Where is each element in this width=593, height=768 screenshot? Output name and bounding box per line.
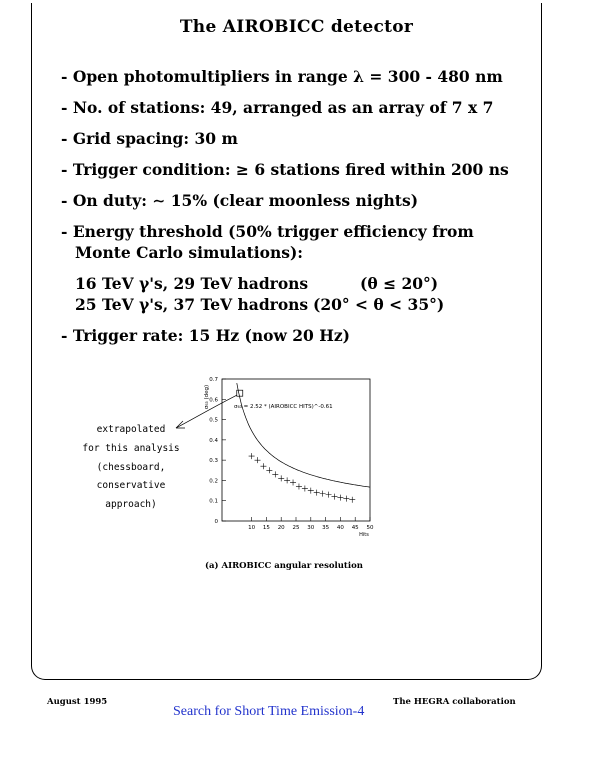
bullet-trigger-condition: - Trigger condition: ≥ 6 stations fired within 200 ns: [61, 160, 509, 179]
x-tick-label: 20: [277, 525, 285, 531]
data-point: [331, 494, 337, 500]
threshold-line-2-range: (20° < θ < 35°): [313, 295, 445, 314]
y-tick-label: 0.3: [209, 458, 218, 465]
plot-frame: [222, 379, 370, 521]
bullet-energy-threshold: - Energy threshold (50% trigger efficiency from: [61, 222, 474, 241]
y-axis-label: σ₆₃ (deg): [204, 384, 210, 410]
data-point: [302, 486, 308, 492]
bullet-photomultipliers: - Open photomultipliers in range λ = 300 - 480 nm: [61, 67, 503, 86]
y-tick-label: 0.5: [209, 417, 218, 424]
data-point: [349, 497, 355, 503]
x-tick-label: 45: [351, 525, 359, 531]
bullet-trigger-rate: - Trigger rate: 15 Hz (now 20 Hz): [61, 326, 350, 345]
data-point: [290, 479, 296, 485]
boxed-data-point: [237, 390, 243, 396]
y-tick-label: 0.7: [209, 377, 218, 383]
x-tick-label: 40: [336, 525, 344, 531]
y-tick-label: 0: [214, 519, 218, 525]
bullet-stations: - No. of stations: 49, arranged as an array of 7 x 7: [61, 98, 494, 117]
arrow-head: [176, 421, 185, 428]
data-point: [255, 457, 261, 463]
bullet-on-duty: - On duty: ∼ 15% (clear moonless nights): [61, 191, 419, 210]
x-axis-label: Hits: [359, 532, 369, 538]
annotation-line: for this analysis: [82, 443, 180, 454]
data-point: [296, 484, 302, 490]
annotation-line: conservative: [96, 480, 166, 491]
data-point: [284, 477, 290, 483]
data-point: [343, 496, 349, 502]
y-tick-label: 0.1: [209, 498, 218, 505]
x-tick-label: 10: [248, 525, 256, 531]
data-point: [326, 492, 332, 498]
x-tick-label: 15: [262, 525, 270, 531]
threshold-line-1-energy: 16 TeV γ's, 29 TeV hadrons: [75, 274, 309, 293]
data-point: [308, 488, 314, 494]
data-point: [272, 471, 278, 477]
y-tick-label: 0.2: [209, 478, 218, 485]
fit-curve: [237, 383, 370, 487]
x-tick-label: 30: [307, 525, 315, 531]
data-point: [314, 490, 320, 496]
chart-caption: (a) AIROBICC angular resolution: [205, 561, 363, 571]
threshold-line-2-energy: 25 TeV γ's, 37 TeV hadrons: [75, 295, 309, 314]
data-point: [337, 495, 343, 501]
data-point: [249, 453, 255, 459]
footer-collaboration: The HEGRA collaboration: [393, 697, 516, 707]
slide-title: The AIROBICC detector: [179, 17, 414, 37]
footer-link[interactable]: Search for Short Time Emission-4: [173, 704, 365, 719]
data-point: [320, 491, 326, 497]
footer-date: August 1995: [47, 697, 108, 707]
annotation-line: (chessboard,: [96, 462, 166, 473]
data-point: [260, 463, 266, 469]
fit-formula: σ₆₃ = 2.52 * (AIROBICC HITS)^-0.61: [234, 404, 333, 410]
x-tick-label: 50: [366, 525, 374, 531]
threshold-line-1-range: (θ ≤ 20°): [360, 274, 439, 293]
y-tick-label: 0.6: [209, 397, 218, 404]
bullet-grid-spacing: - Grid spacing: 30 m: [61, 129, 238, 148]
y-tick-label: 0.4: [209, 437, 218, 444]
energy-threshold-continuation: Monte Carlo simulations):: [75, 243, 304, 262]
x-tick-label: 35: [322, 525, 330, 531]
data-point: [266, 467, 272, 473]
annotation-line: extrapolated: [96, 424, 166, 435]
data-point: [278, 475, 284, 481]
x-tick-label: 25: [292, 525, 300, 531]
annotation-line: approach): [105, 499, 157, 510]
